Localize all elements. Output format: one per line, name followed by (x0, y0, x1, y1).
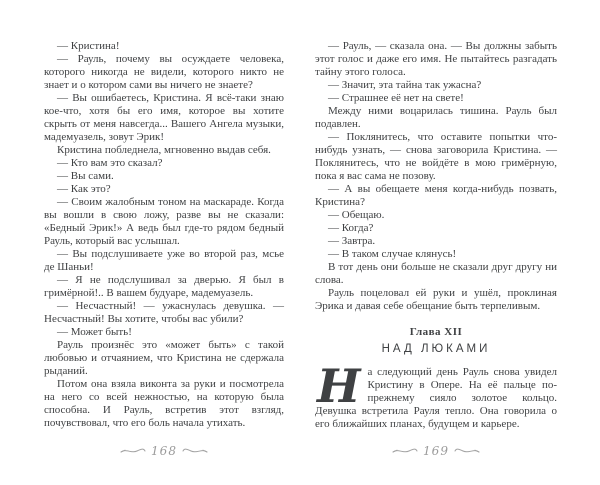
paragraph: Потом она взяла виконта за руки и посмотрела на него со всей нежностью, на которую была способна. И Рауль, встретив этот взгляд, почувствовал, что его боль начала утихать. (44, 378, 284, 429)
paragraph: — Завтра. (328, 235, 376, 247)
paragraph: — В таком случае клянусь! (328, 248, 457, 260)
dropcap-letter: Н (317, 359, 361, 413)
paragraph: — Вы сами. (57, 170, 114, 182)
paragraph: Между ними воцарилась тишина. Рауль был подавлен. (315, 105, 557, 130)
paragraph: — Как это? (57, 183, 111, 195)
paragraph: Кристина побледнела, мгновенно выдав себя. (57, 144, 271, 156)
flourish-icon (120, 447, 146, 455)
opening-text: а следующий день Рауль снова увидел Кристину в Опере. На её пальце по-прежнему сияло золотое кольцо. Девушка встретила Рауля тепло. Она говорила о его ближайших планах, будущем и карьере. (315, 366, 557, 430)
paragraph: — Кристина! (57, 40, 120, 52)
page-number: 168 (151, 444, 177, 458)
book-page-right (300, 0, 600, 485)
paragraph: Рауль поцеловал ей руки и ушёл, проклиная Эрика и давая себе обещание быть терпеливым. (315, 287, 557, 312)
paragraph: — Кто вам это сказал? (57, 157, 163, 169)
paragraph: — А вы обещаете меня когда-нибудь позвать, Кристина? (315, 183, 557, 208)
paragraph: — Вы подслушиваете уже во второй раз, мсье де Шаньи! (44, 248, 284, 273)
page-number: 169 (423, 444, 449, 458)
paragraph: — Своим жалобным тоном на маскараде. Когда вы вошли в свою ложу, разве вы не сказали: «Бедный Эрик!» А ведь был где-то рядом бедный Рауль, который вас услышал. (44, 196, 284, 247)
flourish-icon (392, 447, 418, 455)
paragraph: — Значит, эта тайна так ужасна? (328, 79, 482, 91)
paragraph: — Несчастный! — ужаснулась девушка. — Несчастный! Вы хотите, чтобы вас убили? (44, 300, 284, 325)
paragraph: — Обещаю. (328, 209, 385, 221)
chapter-label: Глава XII (409, 326, 463, 338)
chapter-title: НАД ЛЮКАМИ (381, 343, 491, 355)
chapter-opening-paragraph (315, 359, 557, 431)
paragraph: — Может быть! (57, 326, 132, 338)
paragraph: — Рауль, — сказала она. — Вы должны забыть этот голос и даже его имя. Не пытайтесь разгадать тайну этого голоса. (315, 40, 557, 78)
paragraph: — Рауль, почему вы осуждаете человека, которого никогда не видели, которого никто не знает и о котором сами вы ничего не знаете? (44, 53, 284, 91)
paragraph: — Страшнее её нет на свете! (328, 92, 464, 104)
paragraph: В тот день они больше не сказали друг другу ни слова. (315, 261, 557, 286)
paragraph: — Я не подслушивал за дверью. Я был в гримёрной!.. В вашем будуаре, мадемуазель. (44, 274, 284, 299)
paragraph: — Вы ошибаетесь, Кристина. Я всё-таки знаю кое-что, хотя бы его имя, которое вы хотите скрыть от меня навсегда... Вашего Ангела музыки, мадемуазель, зовут Эрик! (44, 92, 284, 143)
flourish-icon (182, 447, 208, 455)
flourish-icon (454, 447, 480, 455)
chapter-heading (315, 326, 557, 355)
paragraph: — Когда? (328, 222, 374, 234)
paragraph: — Поклянитесь, что оставите попытки что-нибудь узнать, — снова заговорила Кристина. — Поклянитесь, что не войдёте в мою гримёрную, пока я вас сама не позову. (315, 131, 557, 182)
paragraph: Рауль произнёс это «может быть» с такой любовью и отчаянием, что Кристина не сдержала рыданий. (44, 339, 284, 377)
page-number-footer (44, 444, 284, 458)
page-number-footer (315, 444, 557, 458)
